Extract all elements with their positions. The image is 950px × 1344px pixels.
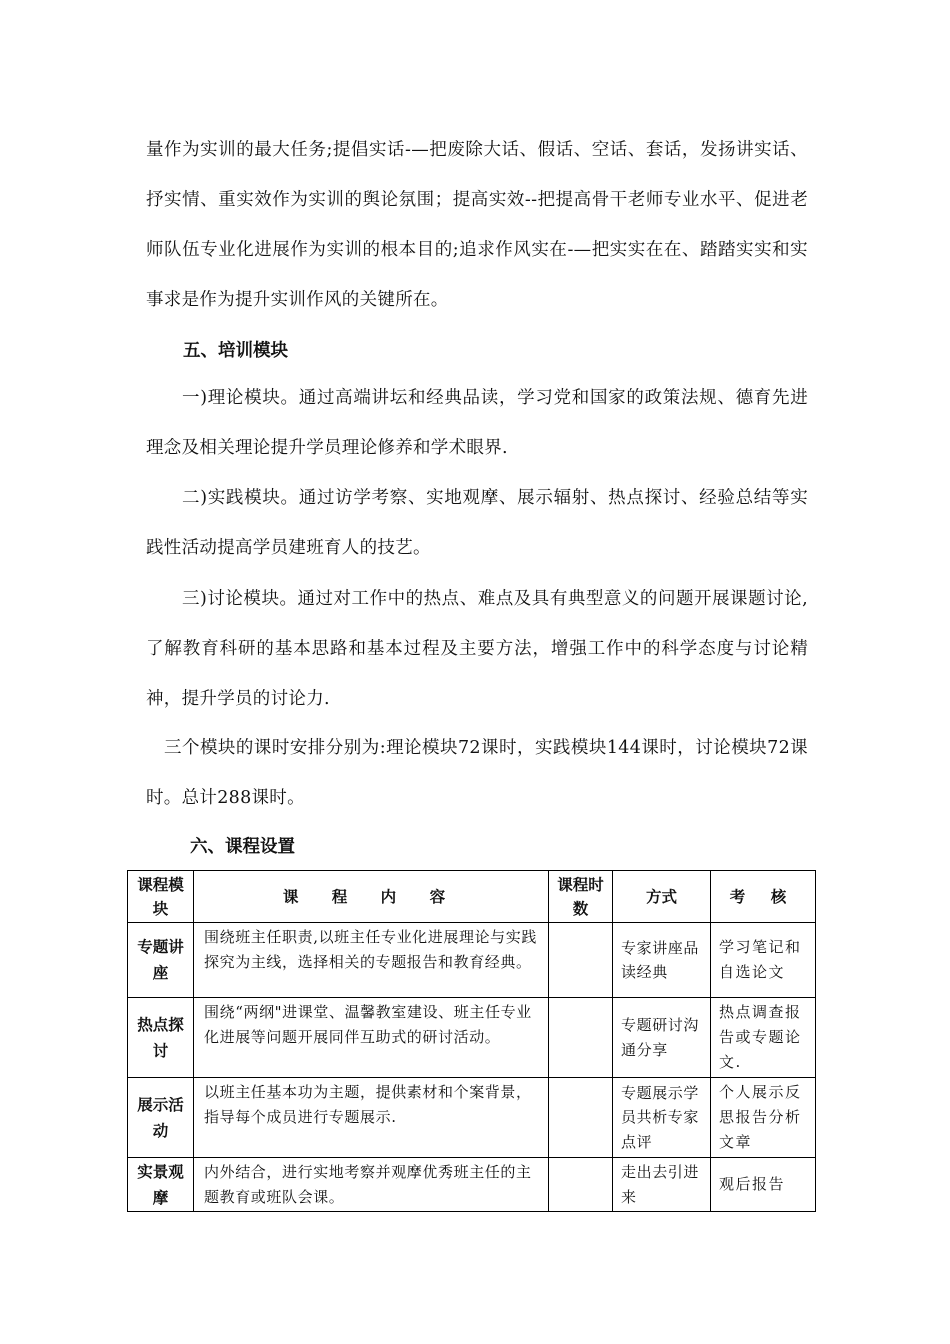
cell-method: 专家讲座品读经典 [613,923,711,998]
cell-method: 走出去引进来 [613,1158,711,1212]
cell-assessment: 学习笔记和自选论文 [711,923,816,998]
section-heading-training-modules: 五、培训模块 [183,341,288,361]
table-row [128,1078,816,1158]
cell-hours [549,1158,613,1212]
practice-module-paragraph: 二)实践模块。通过访学考察、实地观摩、展示辐射、热点探讨、经验总结等实践性活动提高学员建班育人的技艺。 [146,488,808,558]
cell-module: 实景观摩 [128,1158,194,1212]
header-hours: 课程时数 [549,871,613,923]
cell-content: 以班主任基本功为主题，提供素材和个案背景，指导每个成员进行专题展示. [194,1078,549,1158]
table-row [128,998,816,1078]
cell-assessment: 观后报告 [711,1158,816,1212]
cell-module: 专题讲座 [128,923,194,998]
cell-hours [549,1078,613,1158]
cell-content: 围绕“两纲"进课堂、温馨教室建设、班主任专业化进展等问题开展同伴互助式的研讨活动。 [194,998,549,1078]
cell-module: 展示活动 [128,1078,194,1158]
header-assessment: 考 核 [711,871,816,923]
course-table [127,870,816,1212]
header-module: 课程模块 [128,871,194,923]
discussion-module-paragraph: 三)讨论模块。通过对工作中的热点、难点及具有典型意义的问题开展课题讨论,了解教育科研的基本思路和基本过程及主要方法，增强工作中的科学态度与讨论精神，提升学员的讨论力. [146,589,808,709]
cell-hours [549,998,613,1078]
cell-hours [549,923,613,998]
cell-module: 热点探讨 [128,998,194,1078]
cell-assessment: 个人展示反思报告分析文章 [711,1078,816,1158]
cell-method: 专题展示学员共析专家点评 [613,1078,711,1158]
hours-summary-paragraph: 三个模块的课时安排分别为:理论模块72课时，实践模块144课时，讨论模块72课时。总计288课时。 [146,738,808,808]
cell-assessment: 热点调查报告或专题论文. [711,998,816,1078]
table-header-row [128,871,816,923]
intro-paragraph: 量作为实训的最大任务;提倡实话-—把废除大话、假话、空话、套话，发扬讲实话、抒实情、重实效作为实训的舆论氛围；提高实效--把提高骨干老师专业水平、促进老师队伍专业化进展作为实训的根本目的;追求作风实在-—把实实在在、踏踏实实和实事求是作为提升实训作风的关键所在。 [146,140,808,310]
table-row [128,923,816,998]
table-row [128,1158,816,1212]
header-content: 课 程 内 容 [194,871,549,923]
cell-content: 内外结合，进行实地考察并观摩优秀班主任的主题教育或班队会课。 [194,1158,549,1212]
theory-module-paragraph: 一)理论模块。通过高端讲坛和经典品读，学习党和国家的政策法规、德育先进理念及相关理论提升学员理论修养和学术眼界. [146,388,808,458]
cell-content: 围绕班主任职责,以班主任专业化进展理论与实践探究为主线，选择相关的专题报告和教育经典。 [194,923,549,998]
cell-method: 专题研讨沟通分享 [613,998,711,1078]
header-method: 方式 [613,871,711,923]
section-heading-course-setup: 六、课程设置 [190,837,295,857]
